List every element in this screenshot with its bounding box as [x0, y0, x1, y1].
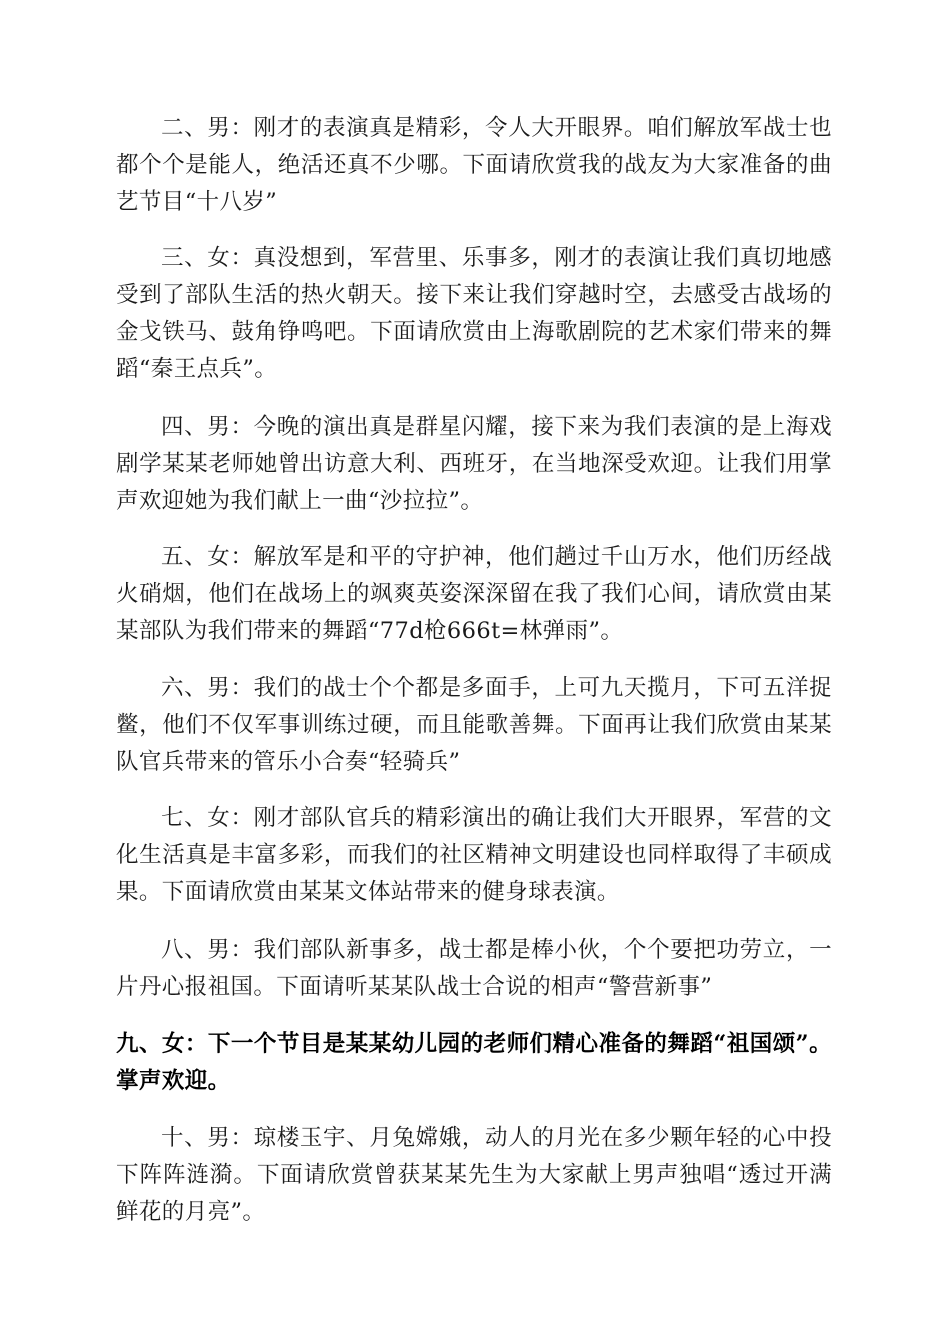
paragraph-4: 四、男：今晚的演出真是群星闪耀，接下来为我们表演的是上海戏剧学某某老师她曾出访意大利、西班牙，在当地深受欢迎。让我们用掌声欢迎她为我们献上一曲“沙拉拉”。 — [116, 414, 832, 514]
paragraph-8: 八、男：我们部队新事多，战士都是棒小伙，个个要把功劳立，一片丹心报祖国。下面请听某某队战士合说的相声“警营新事” — [116, 937, 832, 1000]
paragraph-2: 二、男：刚才的表演真是精彩，令人大开眼界。咱们解放军战士也都个个是能人，绝活还真不少哪。下面请欣赏我的战友为大家准备的曲艺节目“十八岁” — [116, 115, 832, 215]
paragraph-5: 五、女：解放军是和平的守护神，他们趟过千山万水，他们历经战火硝烟，他们在战场上的飒爽英姿深深留在我了我们心间，请欣赏由某某部队为我们带来的舞蹈“77d枪666t=林弹雨”。 — [116, 544, 832, 644]
paragraph-3: 三、女：真没想到，军营里、乐事多，刚才的表演让我们真切地感受到了部队生活的热火朝天。接下来让我们穿越时空，去感受古战场的金戈铁马、鼓角铮鸣吧。下面请欣赏由上海歌剧院的艺术家们带来的舞蹈“秦王点兵”。 — [116, 245, 832, 382]
paragraph-10: 十、男：琼楼玉宇、月兔嫦娥，动人的月光在多少颗年轻的心中投下阵阵涟漪。下面请欣赏曾获某某先生为大家献上男声独唱“透过开满鲜花的月亮”。 — [116, 1125, 832, 1225]
paragraph-9: 九、女：下一个节目是某某幼儿园的老师们精心准备的舞蹈“祖国颂”。掌声欢迎。 — [116, 1031, 832, 1094]
paragraph-6: 六、男：我们的战士个个都是多面手，上可九天揽月，下可五洋捉鳖，他们不仅军事训练过硬，而且能歌善舞。下面再让我们欣赏由某某队官兵带来的管乐小合奏“轻骑兵” — [116, 675, 832, 775]
paragraph-7: 七、女：刚才部队官兵的精彩演出的确让我们大开眼界，军营的文化生活真是丰富多彩，而我们的社区精神文明建设也同样取得了丰硕成果。下面请欣赏由某某文体站带来的健身球表演。 — [116, 805, 832, 905]
